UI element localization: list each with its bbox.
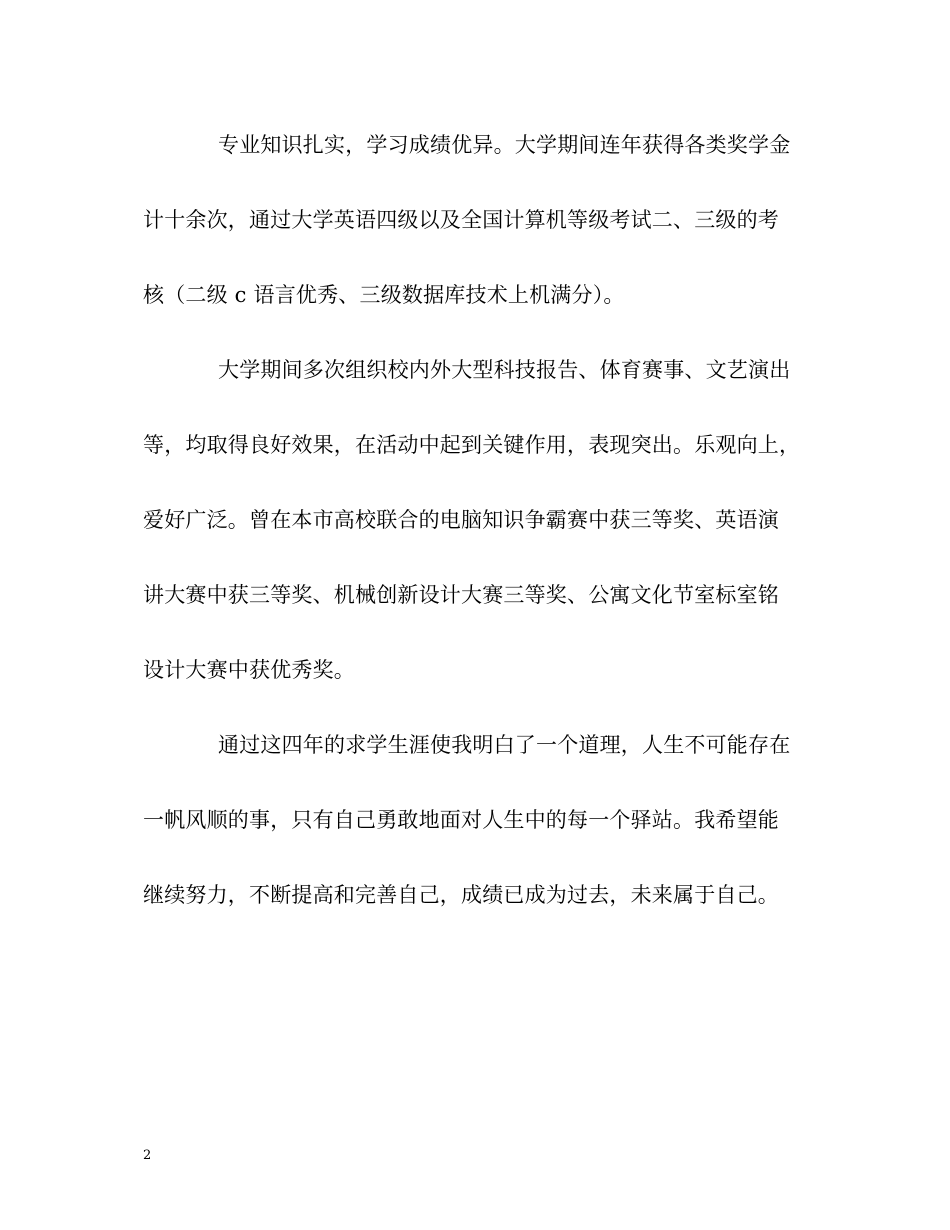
paragraph-academic: [143, 125, 808, 350]
text-line: 核（二级 c 语言优秀、三级数据库技术上机满分）。: [143, 283, 625, 307]
text-line: 爱好广泛。曾在本市高校联合的电脑知识争霸赛中获三等奖、英语演: [143, 508, 779, 532]
paragraph-activities: [143, 350, 808, 725]
text-line: 等，均取得良好效果，在活动中起到关键作用，表现突出。乐观向上，: [143, 433, 801, 457]
paragraph-conclusion: [143, 725, 808, 950]
page-number: 2: [143, 1148, 152, 1163]
text-line: 专业知识扎实，学习成绩优异。大学期间连年获得各类奖学金: [218, 133, 791, 157]
text-line: 设计大赛中获优秀奖。: [143, 658, 355, 682]
document-body: [143, 125, 808, 950]
text-line: 通过这四年的求学生涯使我明白了一个道理，人生不可能存在: [218, 733, 791, 757]
text-line: 计十余次，通过大学英语四级以及全国计算机等级考试二、三级的考: [143, 208, 779, 232]
text-line: 讲大赛中获三等奖、机械创新设计大赛三等奖、公寓文化节室标室铭: [143, 583, 779, 607]
text-line: 一帆风顺的事，只有自己勇敢地面对人生中的每一个驿站。我希望能: [143, 808, 779, 832]
text-line: 继续努力，不断提高和完善自己，成绩已成为过去，未来属于自己。: [143, 883, 779, 907]
text-line: 大学期间多次组织校内外大型科技报告、体育赛事、文艺演出: [218, 358, 791, 382]
